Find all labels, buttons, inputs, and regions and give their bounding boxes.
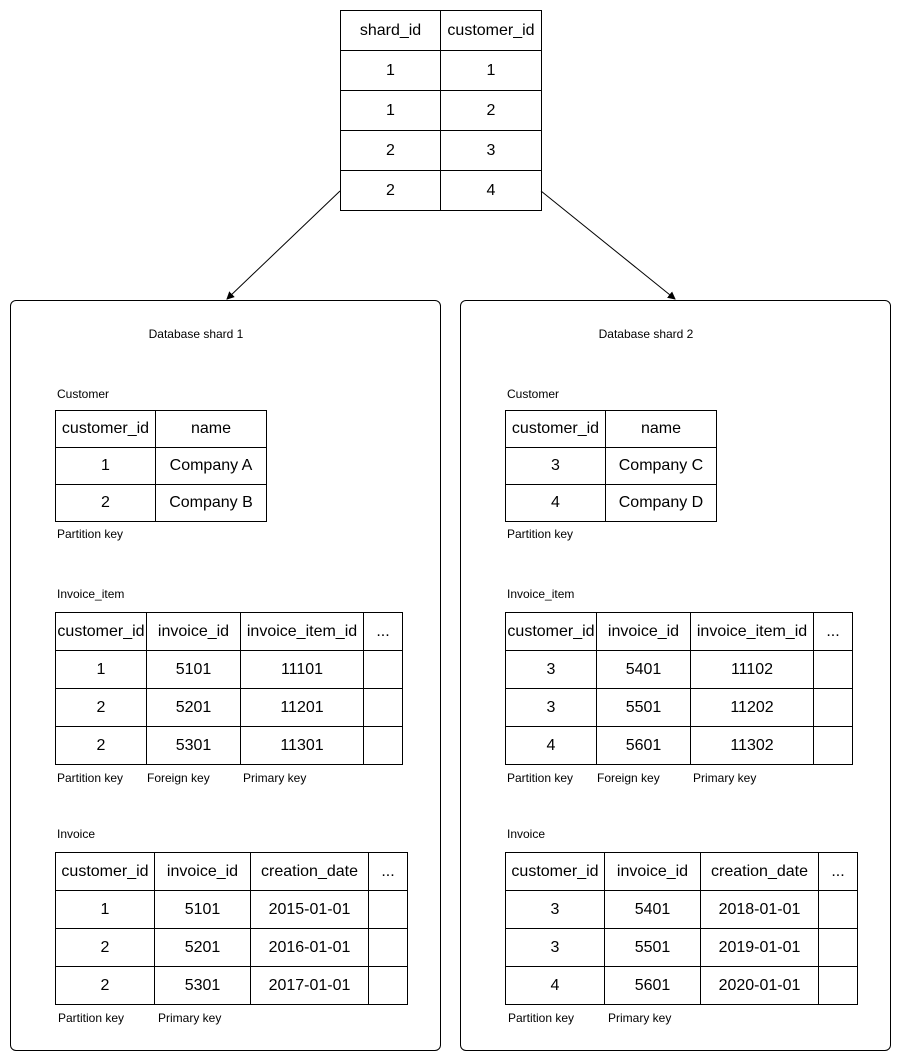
table-cell — [819, 967, 858, 1005]
header-cell: customer_id — [506, 613, 597, 651]
header-cell: customer_id — [506, 411, 606, 448]
table-row — [56, 727, 403, 765]
table-cell: 5201 — [155, 929, 251, 967]
table-cell: 11302 — [691, 727, 814, 765]
table-cell: 5301 — [155, 967, 251, 1005]
header-cell: shard_id — [341, 11, 441, 51]
invoice-item-table-label: Invoice_item — [57, 587, 125, 601]
header-cell: invoice_id — [597, 613, 691, 651]
table-cell — [364, 689, 403, 727]
table-cell: 5101 — [147, 651, 241, 689]
table-cell: 4 — [441, 171, 542, 211]
table-cell: 5101 — [155, 891, 251, 929]
table-cell — [369, 891, 408, 929]
table-cell: 2016-01-01 — [251, 929, 369, 967]
header-cell: invoice_item_id — [241, 613, 364, 651]
table-cell: 2 — [56, 967, 155, 1005]
partition-key-label: Partition key — [507, 771, 574, 785]
primary-key-label: Primary key — [608, 1011, 672, 1025]
table-cell: 3 — [506, 891, 605, 929]
table-row — [341, 131, 542, 171]
table-cell: 2019-01-01 — [701, 929, 819, 967]
table-cell: 5501 — [597, 689, 691, 727]
primary-key-label: Primary key — [158, 1011, 222, 1025]
table-cell: 3 — [506, 929, 605, 967]
table-cell: 5501 — [605, 929, 701, 967]
table-cell: 1 — [56, 651, 147, 689]
header-cell: invoice_id — [147, 613, 241, 651]
table-row — [506, 689, 853, 727]
table-row — [506, 929, 858, 967]
table-header-row — [56, 853, 408, 891]
foreign-key-label: Foreign key — [597, 771, 660, 785]
table-cell: Company D — [606, 485, 717, 522]
header-cell: name — [606, 411, 717, 448]
table-cell: 3 — [506, 689, 597, 727]
table-cell: 2 — [56, 689, 147, 727]
table-cell: 11102 — [691, 651, 814, 689]
table-row — [56, 651, 403, 689]
table-cell: 2 — [341, 131, 441, 171]
table-row — [56, 929, 408, 967]
table-cell: 2 — [441, 91, 542, 131]
shard-title: Database shard 1 — [148, 327, 244, 341]
table-cell: 2017-01-01 — [251, 967, 369, 1005]
table-cell: 4 — [506, 485, 606, 522]
primary-key-label: Primary key — [693, 771, 757, 785]
table-cell: 2 — [56, 929, 155, 967]
table-cell: 5201 — [147, 689, 241, 727]
table-cell: 11301 — [241, 727, 364, 765]
table-row — [56, 448, 267, 485]
table-header-row — [506, 613, 853, 651]
table-cell: 11101 — [241, 651, 364, 689]
partition-key-label: Partition key — [58, 1011, 125, 1025]
table-cell: 1 — [341, 51, 441, 91]
table-cell — [364, 651, 403, 689]
table-cell — [819, 929, 858, 967]
table-cell: 2 — [56, 727, 147, 765]
header-cell: creation_date — [701, 853, 819, 891]
table-row — [506, 448, 717, 485]
invoice-item-table-label: Invoice_item — [507, 587, 575, 601]
partition-key-label: Partition key — [507, 527, 574, 541]
partition-key-label: Partition key — [508, 1011, 575, 1025]
header-cell: customer_id — [506, 853, 605, 891]
primary-key-label: Primary key — [243, 771, 307, 785]
header-cell: ... — [814, 613, 853, 651]
header-cell: invoice_item_id — [691, 613, 814, 651]
table-row — [506, 891, 858, 929]
table-row — [506, 727, 853, 765]
table-cell: 4 — [506, 727, 597, 765]
arrow-to-shard-2 — [541, 191, 675, 299]
table-cell: 1 — [341, 91, 441, 131]
table-row — [341, 51, 542, 91]
table-cell — [814, 651, 853, 689]
table-cell: 3 — [506, 448, 606, 485]
invoice-item-table — [505, 612, 853, 765]
table-row — [506, 651, 853, 689]
table-cell: 2 — [341, 171, 441, 211]
partition-key-label: Partition key — [57, 527, 124, 541]
invoice-item-table — [55, 612, 403, 765]
header-cell: customer_id — [56, 853, 155, 891]
header-cell: ... — [369, 853, 408, 891]
customer-table — [505, 410, 717, 522]
table-row — [56, 891, 408, 929]
arrow-to-shard-1 — [227, 191, 340, 299]
table-cell — [814, 689, 853, 727]
table-header-row — [506, 411, 717, 448]
partition-key-label: Partition key — [57, 771, 124, 785]
table-row — [506, 967, 858, 1005]
table-cell — [364, 727, 403, 765]
table-cell: 5301 — [147, 727, 241, 765]
shard-map-table — [340, 10, 542, 211]
table-cell: 2015-01-01 — [251, 891, 369, 929]
header-cell: ... — [819, 853, 858, 891]
table-cell: 11202 — [691, 689, 814, 727]
table-row — [56, 967, 408, 1005]
header-cell: customer_id — [56, 411, 156, 448]
table-row — [341, 91, 542, 131]
table-cell: 2018-01-01 — [701, 891, 819, 929]
table-cell: Company C — [606, 448, 717, 485]
table-cell: 3 — [506, 651, 597, 689]
header-cell: creation_date — [251, 853, 369, 891]
table-header-row — [341, 11, 542, 51]
table-cell — [369, 929, 408, 967]
table-cell — [819, 891, 858, 929]
invoice-table-label: Invoice — [507, 827, 546, 841]
header-cell: invoice_id — [155, 853, 251, 891]
table-row — [56, 485, 267, 522]
table-cell: 5401 — [597, 651, 691, 689]
table-cell: Company B — [156, 485, 267, 522]
table-cell: 5601 — [605, 967, 701, 1005]
customer-table-label: Customer — [507, 387, 560, 401]
customer-table-label: Customer — [57, 387, 110, 401]
table-cell: 11201 — [241, 689, 364, 727]
table-header-row — [56, 613, 403, 651]
invoice-table — [55, 852, 408, 1005]
table-cell — [814, 727, 853, 765]
header-cell: customer_id — [56, 613, 147, 651]
table-cell: 4 — [506, 967, 605, 1005]
table-cell: Company A — [156, 448, 267, 485]
header-cell: invoice_id — [605, 853, 701, 891]
header-cell: customer_id — [441, 11, 542, 51]
invoice-table — [505, 852, 858, 1005]
table-cell: 2020-01-01 — [701, 967, 819, 1005]
table-cell: 2 — [56, 485, 156, 522]
table-cell — [369, 967, 408, 1005]
header-cell: name — [156, 411, 267, 448]
customer-table — [55, 410, 267, 522]
table-header-row — [56, 411, 267, 448]
table-cell: 3 — [441, 131, 542, 171]
table-row — [56, 689, 403, 727]
invoice-table-label: Invoice — [57, 827, 96, 841]
table-cell: 5601 — [597, 727, 691, 765]
shard-title: Database shard 2 — [598, 327, 694, 341]
table-cell: 1 — [56, 448, 156, 485]
table-header-row — [506, 853, 858, 891]
table-cell: 1 — [56, 891, 155, 929]
foreign-key-label: Foreign key — [147, 771, 210, 785]
table-row — [506, 485, 717, 522]
header-cell: ... — [364, 613, 403, 651]
table-row — [341, 171, 542, 211]
table-cell: 5401 — [605, 891, 701, 929]
table-cell: 1 — [441, 51, 542, 91]
